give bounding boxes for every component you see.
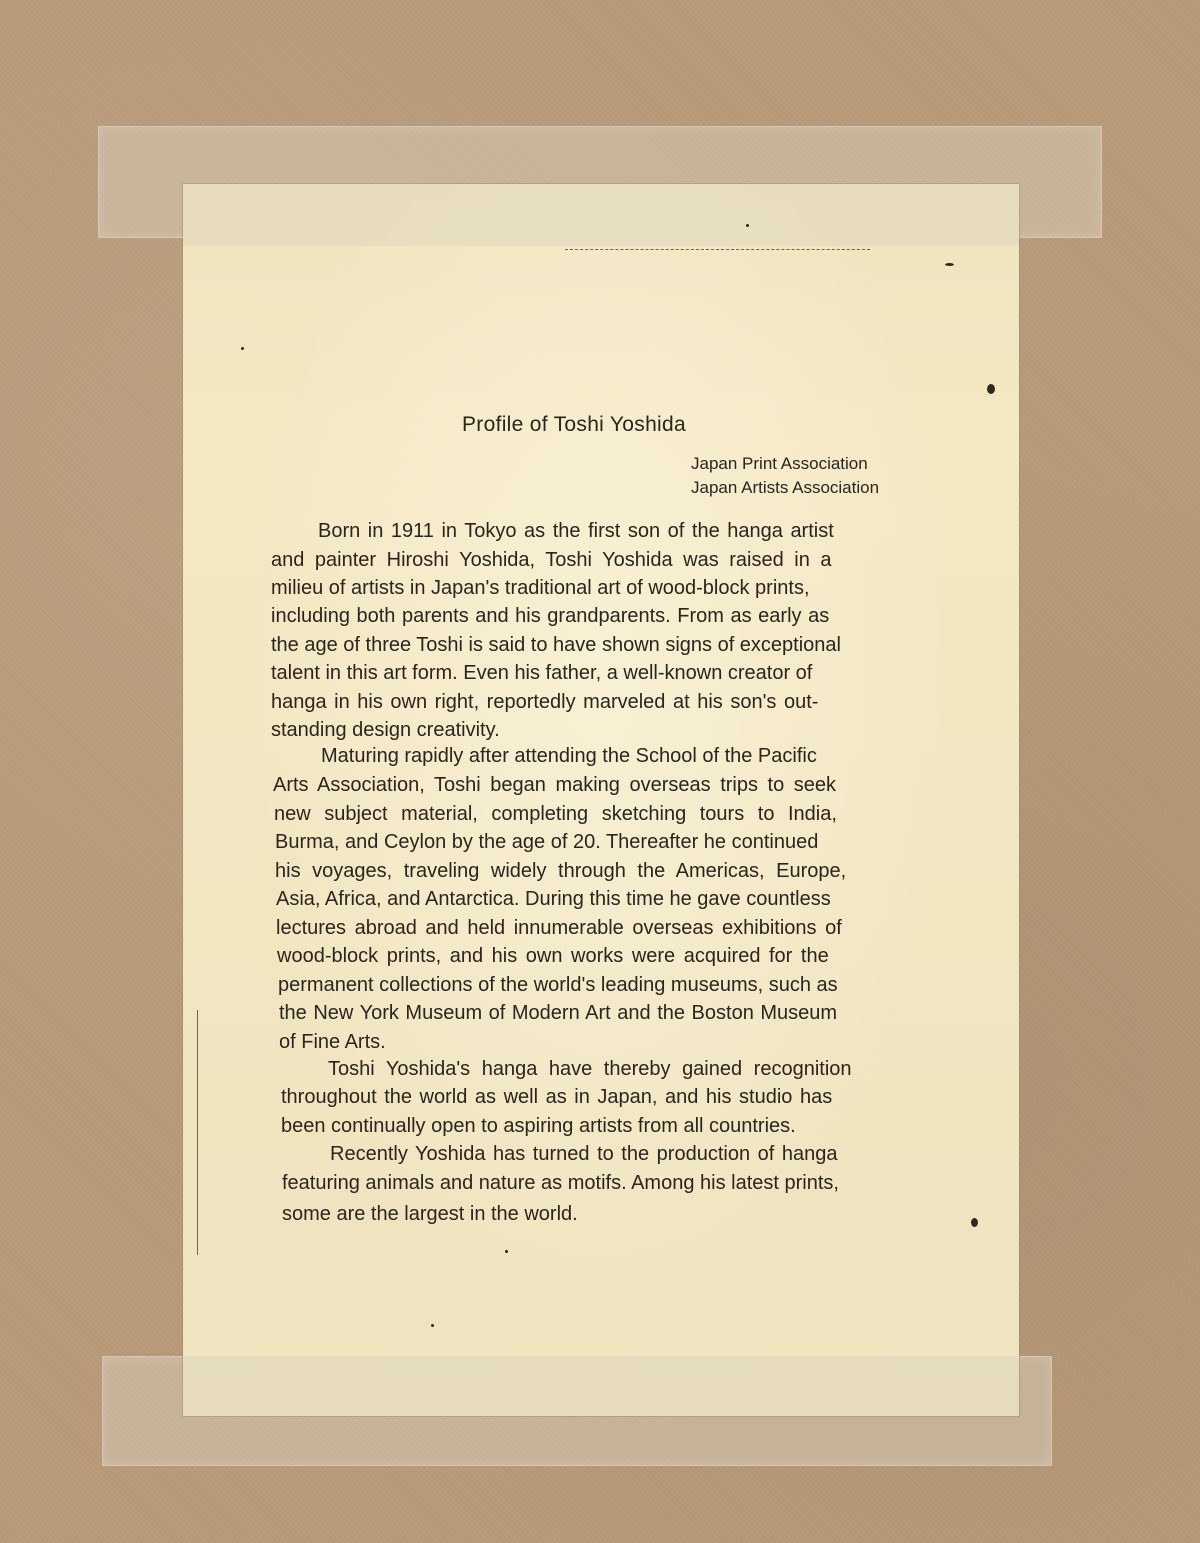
- body-line: Toshi Yoshida's hanga have thereby gained recognition: [328, 1058, 852, 1080]
- body-line: been continually open to aspiring artists from all countries.: [281, 1115, 796, 1137]
- body-line: lectures abroad and held innumerable overseas exhibitions of: [276, 917, 842, 939]
- body-line: hanga in his own right, reportedly marveled at his son's out-: [271, 691, 819, 713]
- body-line: Asia, Africa, and Antarctica. During this time he gave countless: [276, 888, 831, 910]
- body-line: Recently Yoshida has turned to the production of hanga: [330, 1143, 838, 1165]
- ink-speck: [431, 1324, 434, 1327]
- body-line: including both parents and his grandparents. From as early as: [271, 605, 830, 627]
- body-line: Maturing rapidly after attending the School of the Pacific: [321, 745, 817, 767]
- ink-speck: [241, 347, 244, 350]
- body-line: Burma, and Ceylon by the age of 20. Thereafter he continued: [275, 831, 819, 853]
- body-line: Arts Association, Toshi began making overseas trips to seek: [273, 774, 837, 796]
- document-title: Profile of Toshi Yoshida: [462, 413, 686, 436]
- tape-overlap-top: [183, 184, 1019, 246]
- body-line: some are the largest in the world.: [282, 1203, 578, 1225]
- body-line: talent in this art form. Even his father, a well-known creator of: [271, 662, 813, 684]
- body-line: new subject material, completing sketching tours to India,: [274, 803, 837, 825]
- body-line: featuring animals and nature as motifs. Among his latest prints,: [282, 1172, 839, 1194]
- ink-speck: [746, 224, 749, 227]
- org-line-2: Japan Artists Association: [691, 478, 880, 497]
- body-line: standing design creativity.: [271, 719, 500, 741]
- body-line: wood-block prints, and his own works were acquired for the: [277, 945, 829, 967]
- ink-speck: [945, 263, 954, 266]
- dashed-rule: [565, 249, 870, 250]
- left-margin-rule: [197, 1010, 198, 1255]
- body-line: Born in 1911 in Tokyo as the first son of the hanga artist: [318, 520, 834, 542]
- tape-overlap-bottom: [183, 1356, 1019, 1416]
- body-line: the New York Museum of Modern Art and the Boston Museum: [279, 1002, 838, 1024]
- org-line-1: Japan Print Association: [691, 454, 868, 473]
- ink-speck: [505, 1250, 508, 1253]
- body-line: throughout the world as well as in Japan, and his studio has: [281, 1086, 833, 1108]
- body-line: the age of three Toshi is said to have shown signs of exceptional: [271, 634, 841, 656]
- body-line: milieu of artists in Japan's traditional art of wood-block prints,: [271, 577, 810, 599]
- body-line: his voyages, traveling widely through the Americas, Europe,: [275, 860, 847, 882]
- body-line: of Fine Arts.: [279, 1031, 386, 1053]
- ink-speck: [971, 1218, 978, 1227]
- body-line: permanent collections of the world's leading museums, such as: [278, 974, 838, 996]
- body-line: and painter Hiroshi Yoshida, Toshi Yoshida was raised in a: [271, 549, 832, 571]
- document-sheet: [183, 184, 1019, 1416]
- ink-speck: [987, 384, 995, 394]
